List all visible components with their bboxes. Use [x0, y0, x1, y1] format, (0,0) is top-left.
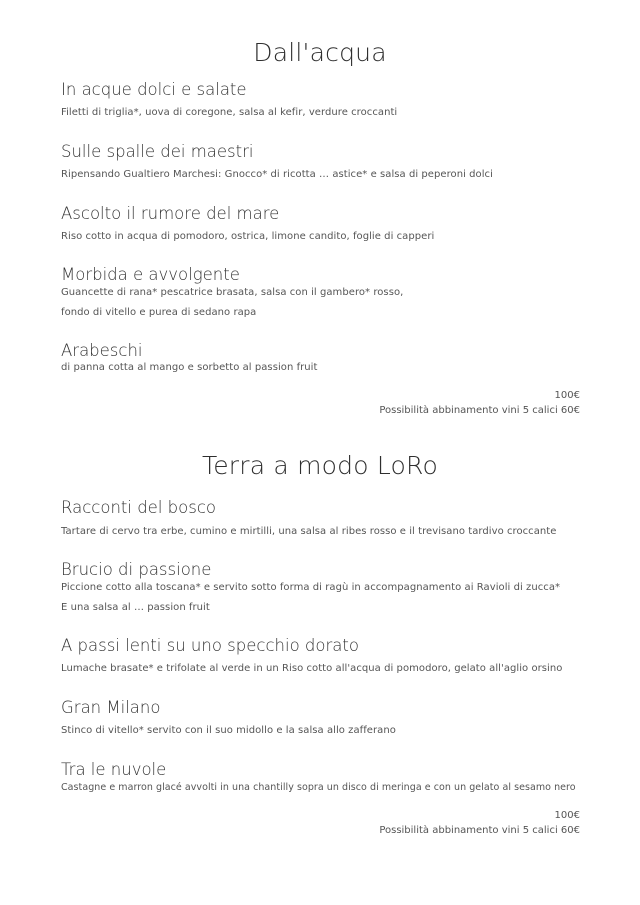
- wine-pairing-note: Possibilità abbinamento vini 5 calici 60€: [379, 405, 580, 416]
- dish-description: Stinco di vitello* servito con il suo midollo e la salsa allo zafferano: [61, 725, 396, 736]
- dish-name: Arabeschi: [61, 341, 143, 360]
- section-title-dall-acqua: Dall'acqua: [253, 38, 387, 67]
- dish-name: Brucio di passione: [61, 560, 212, 579]
- dish-description: Lumache brasate* e trifolate al verde in un Riso cotto all'acqua di pomodoro, gelato all'aglio orsino: [61, 663, 563, 674]
- dish-description: E una salsa al … passion fruit: [61, 602, 210, 613]
- dish-name: A passi lenti su uno specchio dorato: [61, 636, 359, 655]
- dish-name: Gran Milano: [61, 698, 161, 717]
- dish-description: Riso cotto in acqua di pomodoro, ostrica, limone candito, foglie di capperi: [61, 231, 435, 242]
- menu-price: 100€: [554, 390, 580, 401]
- dish-description: Castagne e marron glacé avvolti in una chantilly sopra un disco di meringa e con un gelato al sesamo nero: [61, 782, 576, 793]
- dish-description: Piccione cotto alla toscana* e servito sotto forma di ragù in accompagnamento ai Ravioli di zucca*: [61, 582, 561, 593]
- dish-name: Ascolto il rumore del mare: [61, 204, 280, 223]
- dish-name: Racconti del bosco: [61, 498, 216, 517]
- dish-description: Ripensando Gualtiero Marchesi: Gnocco* di ricotta … astice* e salsa di peperoni dolci: [61, 169, 493, 180]
- menu-price: 100€: [554, 810, 580, 821]
- dish-name: In acque dolci e salate: [61, 80, 247, 99]
- dish-description: fondo di vitello e purea di sedano rapa: [61, 307, 257, 318]
- dish-name: Sulle spalle dei maestri: [61, 142, 254, 161]
- dish-name: Tra le nuvole: [61, 760, 167, 779]
- price-block: [379, 808, 580, 838]
- wine-pairing-note: Possibilità abbinamento vini 5 calici 60€: [379, 825, 580, 836]
- dish-description: di panna cotta al mango e sorbetto al passion fruit: [61, 362, 318, 373]
- price-block: [379, 388, 580, 418]
- dish-description: Tartare di cervo tra erbe, cumino e mirtilli, una salsa al ribes rosso e il trevisano tardivo croccante: [61, 526, 557, 537]
- dish-description: Guancette di rana* pescatrice brasata, salsa con il gambero* rosso,: [61, 287, 404, 298]
- dish-name: Morbida e avvolgente: [61, 265, 240, 284]
- section-title-terra-a-modo-loro: Terra a modo LoRo: [202, 451, 438, 480]
- dish-description: Filetti di triglia*, uova di coregone, salsa al kefir, verdure croccanti: [61, 107, 398, 118]
